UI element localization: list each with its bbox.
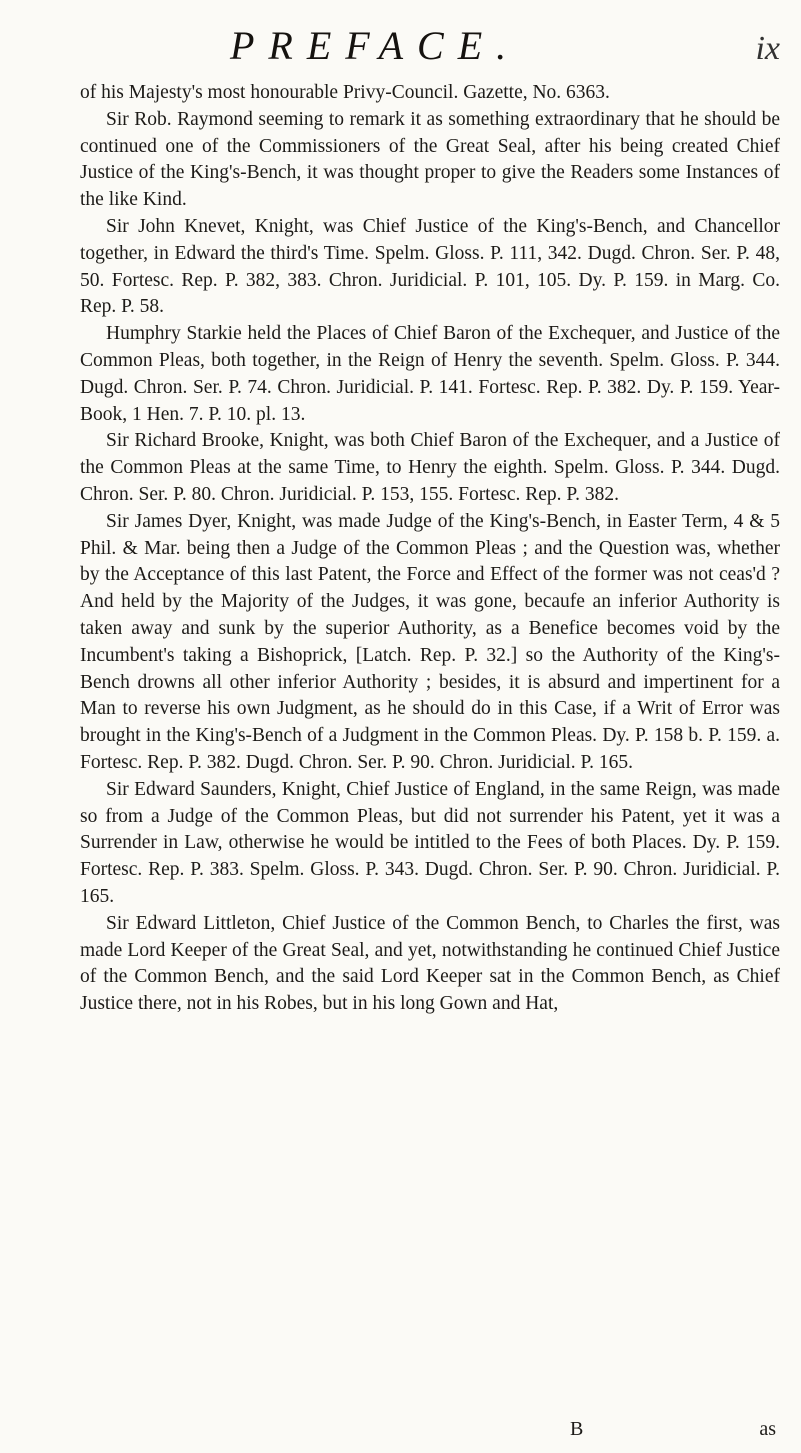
running-head (100, 0, 790, 80)
paragraph-continued: of his Majesty's most honourable Privy-Council. Gazette, No. 6363. (80, 82, 610, 103)
paragraph-saunders: Sir Edward Saunders, Knight, Chief Justice of England, in the same Reign, was made so from a Judge of the Common Pleas, but did not surrender his Patent, yet it was a Surrender in Law, otherwise he would be intitled to the Fees of both Places. Dy. P. 159. Fortesc. Rep. P. 383. Spelm. Gloss. P. 343. Dugd. Chron. Ser. P. 90. Chron. Juridicial. P. 165. (80, 778, 780, 907)
paragraph-knevet: Sir John Knevet, Knight, was Chief Justice of the King's-Bench, and Chancellor together, in Edward the third's Time. Spelm. Gloss. P. 111, 342. Dugd. Chron. Ser. P. 48, 50. Fortesc. Rep. P. 382, 383. Chron. Juridicial. P. 101, 105. Dy. P. 159. in Marg. Co. Rep. P. 58. (80, 215, 780, 318)
paragraph-raymond: Sir Rob. Raymond seeming to remark it as something extraordinary that he should be continued one of the Commissioners of the Great Seal, after his being created Chief Justice of the King's-Bench, it was thought proper to give the Readers some Instances of the like Kind. (80, 108, 780, 211)
paragraph-starkie: Humphry Starkie held the Places of Chief Baron of the Exchequer, and Justice of the Common Pleas, both together, in the Reign of Henry the seventh. Spelm. Gloss. P. 344. Dugd. Chron. Ser. P. 74. Chron. Juridicial. P. 141. Fortesc. Rep. P. 382. Dy. P. 159. Year-Book, 1 Hen. 7. P. 10. pl. 13. (80, 323, 780, 425)
paragraph-brooke: Sir Richard Brooke, Knight, was both Chief Baron of the Exchequer, and a Justice of the Common Pleas at the same Time, to Henry the eighth. Spelm. Gloss. P. 344. Dugd. Chron. Ser. P. 80. Chron. Juridicial. P. 153, 155. Fortesc. Rep. P. 382. (80, 430, 780, 505)
body-text (80, 80, 780, 1018)
signature-mark: B (570, 1418, 584, 1440)
page-number: ix (755, 30, 780, 67)
catchword: as (759, 1418, 776, 1440)
paragraph-dyer: Sir James Dyer, Knight, was made Judge of the King's-Bench, in Easter Term, 4 & 5 Phil. & Mar. being then a Judge of the Common Pleas ; and the Question was, whether by the Acceptance of this last Patent, the Force and Effect of the former was not ceas'd ? And held by the Majority of the Judges, it was gone, becaufe an inferior Authority is taken away and sunk by the superior Authority, as a Benefice becomes void by the Incumbent's taking a Bishoprick, [Latch. Rep. P. 32.] so the Authority of the King's-Bench drowns all other inferior Authority ; besides, it is absurd and impertinent for a Man to reverse his own Judgment, as he should do in this Case, if a Writ of Error was brought in the King's-Bench of a Judgment in the Common Pleas. Dy. P. 158 b. P. 159. a. Fortesc. Rep. P. 382. Dugd. Chron. Ser. P. 90. Chron. Juridicial. P. 165. (80, 510, 780, 773)
paragraph-littleton: Sir Edward Littleton, Chief Justice of the Common Bench, to Charles the first, was made Lord Keeper of the Great Seal, and yet, notwithstanding he continued Chief Justice of the Common Bench, and the said Lord Keeper sat in the Common Bench, as Chief Justice there, not in his Robes, but in his long Gown and Hat, (80, 912, 780, 1015)
running-title: PREFACE. (230, 23, 521, 68)
